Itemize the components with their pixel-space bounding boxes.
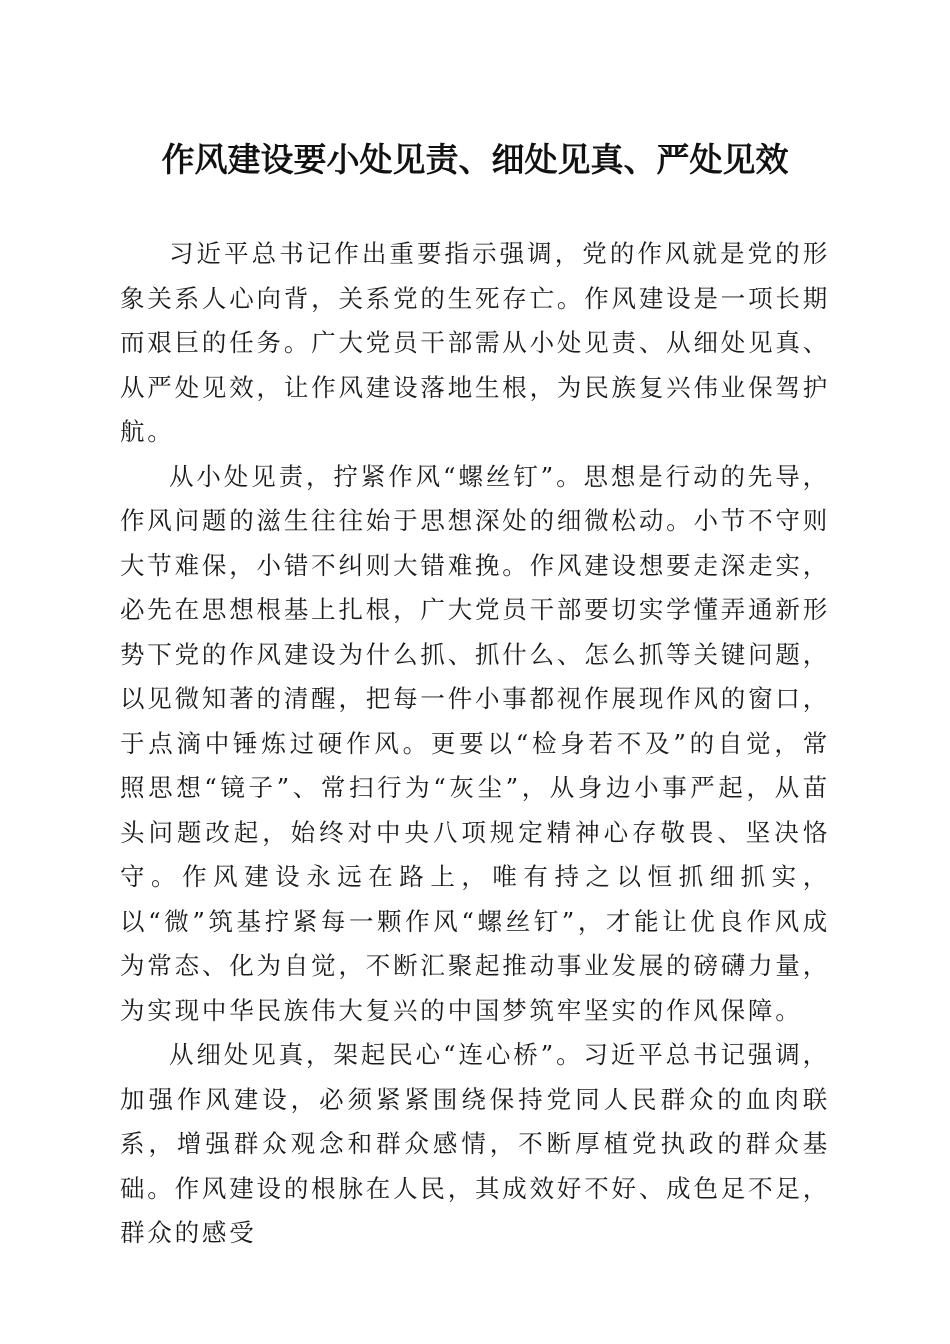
document-body: [120, 232, 830, 1256]
paragraph-fine-details: 从细处见真，架起民心“连心桥”。习近平总书记强调，加强作风建设，必须紧紧围绕保持党同人民群众的血肉联系，增强群众观念和群众感情，不断厚植党执政的群众基础。作风建设的根脉在人民，其成效好不好、成色足不足，群众的感受: [120, 1040, 830, 1247]
paragraph-small-details: 从小处见责，拧紧作风“螺丝钉”。思想是行动的先导，作风问题的滋生往往始于思想深处的细微松动。小节不守则大节难保，小错不纠则大错难挽。作风建设想要走深走实，必先在思想根基上扎根，广大党员干部要切实学懂弄通新形势下党的作风建设为什么抓、抓什么、怎么抓等关键问题，以见微知著的清醒，把每一件小事都视作展现作风的窗口，于点滴中锤炼过硬作风。更要以“检身若不及”的自觉，常照思想“镜子”、常扫行为“灰尘”，从身边小事严起，从苗头问题改起，始终对中央八项规定精神心存敬畏、坚决恪守。作风建设永远在路上，唯有持之以恒抓细抓实，以“微”筑基拧紧每一颗作风“螺丝钉”，才能让优良作风成为常态、化为自觉，不断汇聚起推动事业发展的磅礴力量，为实现中华民族伟大复兴的中国梦筑牢坚实的作风保障。: [120, 461, 830, 1025]
paragraph-intro: 习近平总书记作出重要指示强调，党的作风就是党的形象关系人心向背，关系党的生死存亡。作风建设是一项长期而艰巨的任务。广大党员干部需从小处见责、从细处见真、从严处见效，让作风建设落地生根，为民族复兴伟业保驾护航。: [120, 239, 830, 446]
document-title: 作风建设要小处见责、细处见真、严处见效: [161, 140, 789, 179]
